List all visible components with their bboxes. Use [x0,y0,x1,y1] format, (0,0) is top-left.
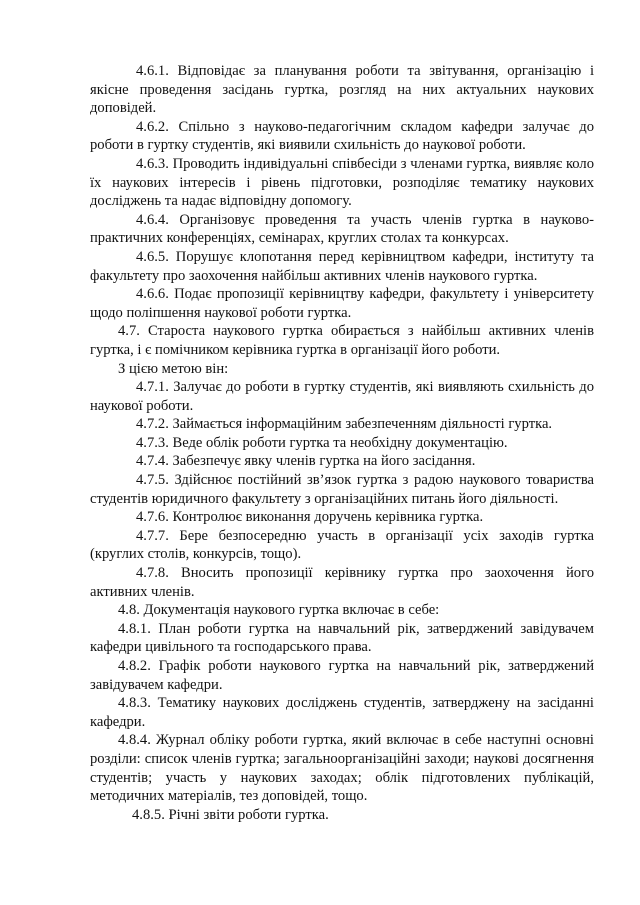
paragraph-4-8-4: 4.8.4. Журнал обліку роботи гуртка, який включає в себе наступні основні розділи: список членів гуртка; загальноорганізаційні заходи; наукові досягнення студентів; участь у наукових заходах; облік підготовлених публікацій, методичних матеріалів, тез доповідей, тощо. [90,732,594,805]
paragraph-4-7-3: 4.7.3. Веде облік роботи гуртка та необхідну документацію. [136,434,508,451]
paragraph-4-8-3: 4.8.3. Тематику наукових досліджень студентів, затверджену на засіданні кафедри. [90,695,594,730]
paragraph-4-7-4: 4.7.4. Забезпечує явку членів гуртка на його засідання. [136,453,476,470]
paragraph-intro: З цією метою він: [118,360,229,377]
paragraph-4-7-5: 4.7.5. Здійснює постійний зв’язок гуртка з радою наукового товариства студентів юридичного факультету з організаційних питань його діяльності. [90,472,594,507]
paragraph-4-6-5: 4.6.5. Порушує клопотання перед керівництвом кафедри, інституту та факультету про заохочення найбільш активних членів наукового гуртка. [90,248,594,284]
paragraph-4-7: 4.7. Староста наукового гуртка обирається з найбільш активних членів гуртка, і є помічником керівника гуртка в організації його роботи. [90,323,594,358]
paragraph-4-8-5: 4.8.5. Річні звіти роботи гуртка. [132,806,329,823]
paragraph-4-8-1: 4.8.1. План роботи гуртка на навчальний рік, затверджений завідувачем кафедри цивільного та господарського права. [90,620,594,656]
paragraph-4-7-7: 4.7.7. Бере безпосередню участь в організації усіх заходів гуртка (круглих столів, конкурсів, тощо). [90,527,594,563]
paragraph-4-6-3: 4.6.3. Проводить індивідуальні співбесіди з членами гуртка, виявляє коло їх наукових інтересів і рівень підготовки, розподіляє тематику наукових досліджень та надає відповідну допомогу. [90,155,594,210]
paragraph-4-6-1: 4.6.1. Відповідає за планування роботи та звітування, організацію і якісне проведення засідань гуртка, розгляд на них актуальних наукових доповідей. [90,63,594,117]
document-page [90,62,594,824]
paragraph-4-7-1: 4.7.1. Залучає до роботи в гуртку студентів, які виявляють схильність до наукової роботи. [90,379,594,414]
paragraph-4-8-2: 4.8.2. Графік роботи наукового гуртка на навчальний рік, затверджений завідувачем кафедри. [90,658,594,693]
paragraph-4-6-2: 4.6.2. Спільно з науково-педагогічним складом кафедри залучає до роботи в гуртку студентів, які виявили схильність до наукової роботи. [90,118,594,154]
paragraph-4-6-6: 4.6.6. Подає пропозиції керівництву кафедри, факультету і університету щодо поліпшення наукової роботи гуртка. [90,286,594,321]
paragraph-4-7-6: 4.7.6. Контролює виконання доручень керівника гуртка. [136,509,484,526]
paragraph-4-7-8: 4.7.8. Вносить пропозиції керівнику гуртка про заохочення його активних членів. [90,565,594,600]
paragraph-4-7-2: 4.7.2. Займається інформаційним забезпеченням діяльності гуртка. [136,416,553,433]
paragraph-4-8: 4.8. Документація наукового гуртка включає в себе: [118,602,440,619]
paragraph-4-6-4: 4.6.4. Організовує проведення та участь членів гуртка в науково-практичних конференціях, семінарах, круглих столах та конкурсах. [90,211,594,247]
